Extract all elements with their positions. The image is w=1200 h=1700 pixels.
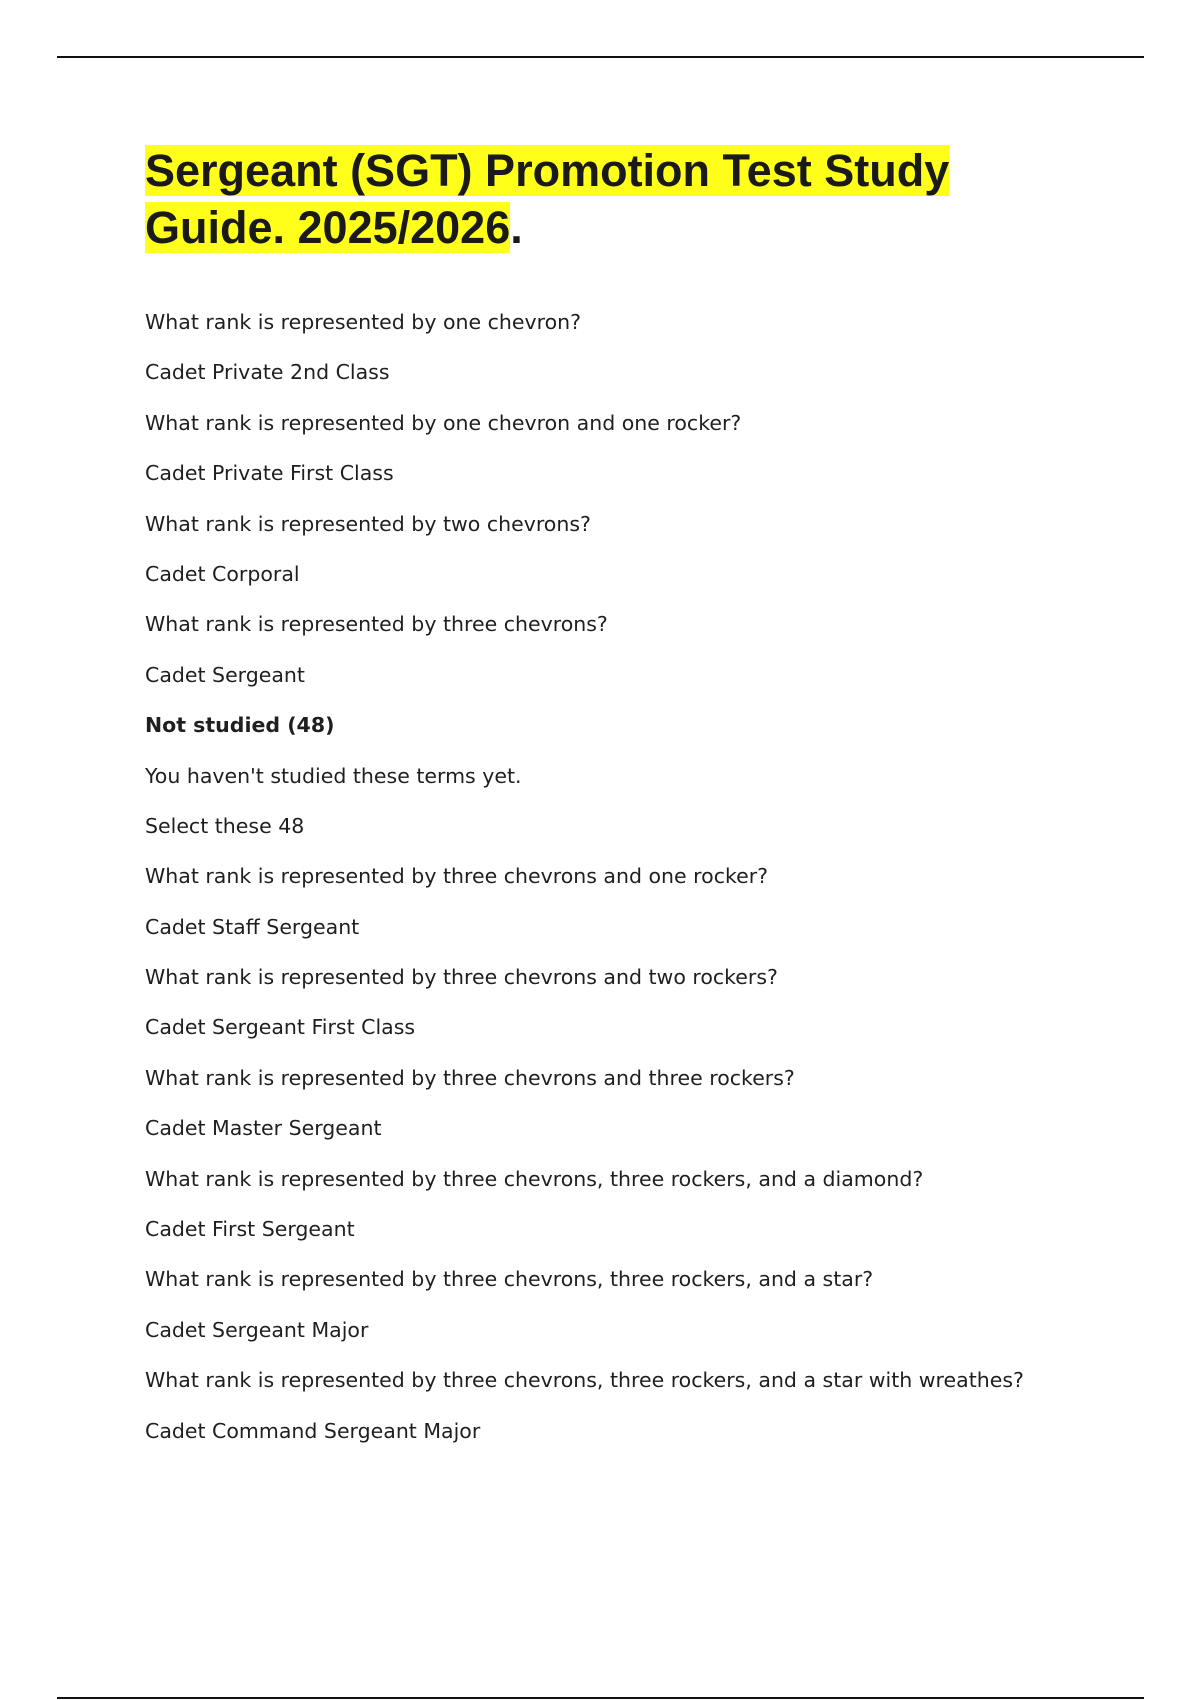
study-line: What rank is represented by three chevrons? — [145, 612, 608, 637]
study-line: Cadet Private 2nd Class — [145, 360, 390, 385]
study-line: What rank is represented by three chevrons, three rockers, and a star? — [145, 1267, 874, 1292]
study-line: You haven't studied these terms yet. — [145, 763, 522, 788]
study-list — [145, 305, 1145, 1464]
document-title — [145, 142, 1045, 256]
study-line: What rank is represented by three chevrons, three rockers, and a diamond? — [145, 1166, 924, 1191]
study-line: What rank is represented by three chevrons and one rocker? — [145, 864, 769, 889]
study-line: What rank is represented by one chevron? — [145, 310, 582, 334]
study-line: Cadet Sergeant First Class — [145, 1015, 416, 1040]
study-line: Select these 48 — [145, 813, 305, 838]
study-line: Cadet Sergeant Major — [145, 1317, 369, 1342]
study-line: Cadet Staff Sergeant — [145, 914, 360, 939]
study-line: Cadet Master Sergeant — [145, 1116, 382, 1141]
study-line: Cadet Command Sergeant Major — [145, 1418, 481, 1443]
study-line: Cadet Private First Class — [145, 461, 394, 486]
title-highlighted-text: Sergeant (SGT) Promotion Test Study Guide. 2025/2026 — [145, 145, 950, 253]
study-line: What rank is represented by one chevron and one rocker? — [145, 410, 742, 435]
study-line: What rank is represented by three chevrons, three rockers, and a star with wreathes? — [145, 1368, 1024, 1393]
top-rule — [57, 56, 1144, 58]
study-line: Cadet Sergeant — [145, 662, 305, 687]
section-heading: Not studied (48) — [145, 713, 335, 738]
study-line: What rank is represented by two chevrons? — [145, 511, 591, 536]
bottom-rule — [57, 1697, 1144, 1699]
study-line: Cadet Corporal — [145, 561, 300, 586]
study-line: Cadet First Sergeant — [145, 1217, 355, 1242]
study-line: What rank is represented by three chevrons and two rockers? — [145, 965, 778, 990]
study-line: What rank is represented by three chevrons and three rockers? — [145, 1065, 795, 1090]
title-trailing-period: . — [510, 202, 523, 253]
